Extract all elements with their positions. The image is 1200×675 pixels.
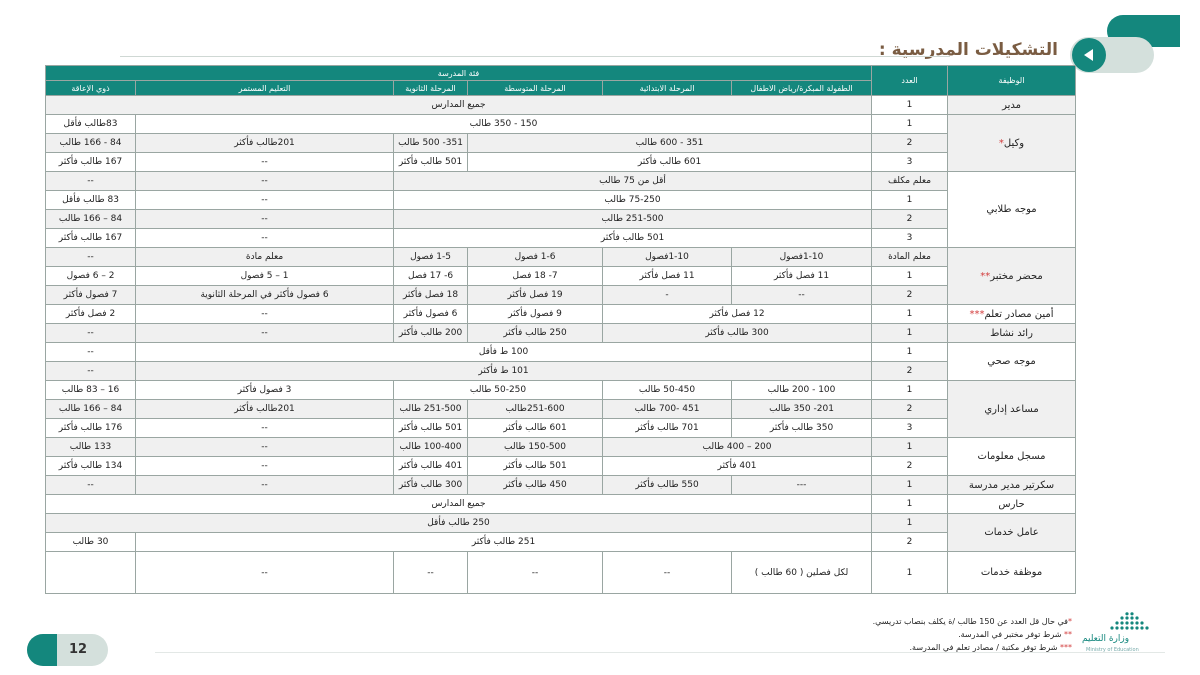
- count-cell: 1: [872, 476, 948, 495]
- role-cell: سكرتير مدير مدرسة: [948, 476, 1076, 495]
- table-row: [46, 476, 1076, 495]
- count-cell: 1: [872, 115, 948, 134]
- count-cell: 1: [872, 96, 948, 115]
- value-cell: --: [136, 210, 394, 229]
- table-row: [46, 495, 1076, 514]
- table-row: [46, 457, 1076, 476]
- value-cell: 550 طالب فأكثر: [603, 476, 732, 495]
- table-row: [46, 115, 1076, 134]
- role-cell: مساعد إداري: [948, 381, 1076, 438]
- table-row: [46, 134, 1076, 153]
- count-cell: 1: [872, 438, 948, 457]
- footnote-1: *في حال قل العدد عن 150 طالب /ة يكلف بنصاب تدريسي.: [872, 617, 1072, 626]
- table-row: [46, 419, 1076, 438]
- value-cell: 201- 350 طالب: [732, 400, 872, 419]
- header-role: الوظيفة: [948, 66, 1076, 96]
- count-cell: 1: [872, 381, 948, 400]
- count-cell: 2: [872, 400, 948, 419]
- table-row: [46, 305, 1076, 324]
- value-cell: 1-10فصول: [603, 248, 732, 267]
- logo-text: وزارة التعليم: [1082, 634, 1130, 644]
- page-title: التشكيلات المدرسية :: [878, 40, 1058, 60]
- table-row: [46, 191, 1076, 210]
- value-cell: --: [603, 552, 732, 594]
- table-row: [46, 210, 1076, 229]
- value-cell: 134 طالب فأكثر: [46, 457, 136, 476]
- value-cell: --: [468, 552, 603, 594]
- value-cell: 167 طالب فأكثر: [46, 153, 136, 172]
- value-cell: 1-6 فصول: [468, 248, 603, 267]
- logo-subtext: Ministry of Education: [1086, 647, 1139, 653]
- header-continuing: التعليم المستمر: [136, 81, 394, 96]
- role-cell: مدير: [948, 96, 1076, 115]
- role-cell: وكيل*: [948, 115, 1076, 172]
- role-cell: موجه صحي: [948, 343, 1076, 381]
- count-cell: 3: [872, 419, 948, 438]
- count-cell: 3: [872, 229, 948, 248]
- value-cell: 176 طالب فأكثر: [46, 419, 136, 438]
- value-cell: 6 فصول فأكثر: [394, 305, 468, 324]
- table-row: [46, 267, 1076, 286]
- table-row: [46, 324, 1076, 343]
- value-cell: 601 طالب فأكثر: [468, 419, 603, 438]
- value-cell: 501 طالب فأكثر: [394, 419, 468, 438]
- value-cell: 201طالب فأكثر: [136, 400, 394, 419]
- value-cell: 250 طالب فأكثر: [468, 324, 603, 343]
- count-cell: 2: [872, 457, 948, 476]
- value-cell: 450 طالب فأكثر: [468, 476, 603, 495]
- count-cell: 3: [872, 153, 948, 172]
- value-cell: --: [46, 343, 136, 362]
- role-cell: موظفة خدمات: [948, 552, 1076, 594]
- value-cell: 501 طالب فأكثر: [394, 229, 872, 248]
- value-cell: 1-5 فصول: [394, 248, 468, 267]
- value-cell: 251-500 طالب: [394, 400, 468, 419]
- value-cell: --: [46, 362, 136, 381]
- value-cell: 6 فصول فأكثر في المرحلة الثانوية: [136, 286, 394, 305]
- count-cell: 1: [872, 495, 948, 514]
- value-cell: 300 طالب فأكثر: [603, 324, 872, 343]
- footer-divider: [155, 652, 1165, 653]
- value-cell: 401 فأكثر: [603, 457, 872, 476]
- header-primary: المرحلة الابتدائية: [603, 81, 732, 96]
- value-cell: 84 - 166 طالب: [46, 134, 136, 153]
- role-cell: محضر مختبر**: [948, 248, 1076, 305]
- value-cell: 201طالب فأكثر: [136, 134, 394, 153]
- value-cell: --: [46, 476, 136, 495]
- value-cell: [46, 552, 136, 594]
- count-cell: 1: [872, 552, 948, 594]
- count-cell: 2: [872, 533, 948, 552]
- value-cell: 150 - 350 طالب: [136, 115, 872, 134]
- table-row: [46, 362, 1076, 381]
- value-cell: --: [136, 476, 394, 495]
- value-cell: 84 – 166 طالب: [46, 210, 136, 229]
- value-cell: --: [136, 305, 394, 324]
- value-cell: 3 فصول فأكثر: [136, 381, 394, 400]
- value-cell: أقل من 75 طالب: [394, 172, 872, 191]
- value-cell: --: [46, 172, 136, 191]
- table-row: [46, 153, 1076, 172]
- footnotes: [873, 615, 1072, 654]
- value-cell: 7- 18 فصل: [468, 267, 603, 286]
- value-cell: 16 – 83 طالب: [46, 381, 136, 400]
- value-cell: -: [603, 286, 732, 305]
- value-cell: 30 طالب: [46, 533, 136, 552]
- value-cell: 200 طالب فأكثر: [394, 324, 468, 343]
- value-cell: --: [136, 419, 394, 438]
- value-cell: 251-600طالب: [468, 400, 603, 419]
- value-cell: 150-500 طالب: [468, 438, 603, 457]
- count-cell: 1: [872, 191, 948, 210]
- table-row: [46, 172, 1076, 191]
- value-cell: 350 طالب فأكثر: [732, 419, 872, 438]
- value-cell: 1 – 5 فصول: [136, 267, 394, 286]
- table-row: [46, 400, 1076, 419]
- page-number-accent: [27, 634, 57, 666]
- value-cell: 50-450 طالب: [603, 381, 732, 400]
- value-cell: 75-250 طالب: [394, 191, 872, 210]
- table-row: [46, 248, 1076, 267]
- value-cell: 351 - 600 طالب: [468, 134, 872, 153]
- value-cell: 133 طالب: [46, 438, 136, 457]
- table-row: [46, 438, 1076, 457]
- count-cell: 2: [872, 210, 948, 229]
- value-cell: 11 فصل فأكثر: [603, 267, 732, 286]
- value-cell: 7 فصول فأكثر: [46, 286, 136, 305]
- value-cell: 501 طالب فأكثر: [394, 153, 468, 172]
- value-cell: 351- 500 طالب: [394, 134, 468, 153]
- header-count: العدد: [872, 66, 948, 96]
- table-row: [46, 229, 1076, 248]
- value-cell: --: [136, 438, 394, 457]
- value-cell: --: [394, 552, 468, 594]
- role-cell: رائد نشاط: [948, 324, 1076, 343]
- value-cell: --: [732, 286, 872, 305]
- value-cell: --: [136, 457, 394, 476]
- value-cell: 251-500 طالب: [394, 210, 872, 229]
- count-cell: معلم المادة: [872, 248, 948, 267]
- value-cell: 12 فصل فأكثر: [603, 305, 872, 324]
- role-cell: عامل خدمات: [948, 514, 1076, 552]
- value-cell: 701 طالب فأكثر: [603, 419, 732, 438]
- value-cell: --: [136, 172, 394, 191]
- value-cell: 167 طالب فأكثر: [46, 229, 136, 248]
- value-cell: جميع المدارس: [46, 495, 872, 514]
- footnote-2: ** شرط توفر مختبر في المدرسة.: [958, 630, 1072, 639]
- role-cell: أمين مصادر تعلم***: [948, 305, 1076, 324]
- value-cell: 401 طالب فأكثر: [394, 457, 468, 476]
- value-cell: معلم مادة: [136, 248, 394, 267]
- count-cell: 1: [872, 324, 948, 343]
- header-disability: ذوي الإعاقة: [46, 81, 136, 96]
- header-kg: الطفولة المبكرة/رياض الاطفال: [732, 81, 872, 96]
- value-cell: 601 طالب فأكثر: [468, 153, 872, 172]
- header-middle: المرحلة المتوسطة: [468, 81, 603, 96]
- value-cell: 251 طالب فأكثر: [136, 533, 872, 552]
- value-cell: --: [136, 324, 394, 343]
- value-cell: 11 فصل فأكثر: [732, 267, 872, 286]
- count-cell: 1: [872, 514, 948, 533]
- staffing-table: [45, 65, 1076, 594]
- value-cell: 200 – 400 طالب: [603, 438, 872, 457]
- footnote-3: *** شرط توفر مكتبة / مصادر تعلم في المدرسة.: [909, 643, 1072, 652]
- count-cell: 2: [872, 362, 948, 381]
- value-cell: 18 فصل فأكثر: [394, 286, 468, 305]
- title-divider: [120, 56, 950, 57]
- value-cell: 451 -700 طالب: [603, 400, 732, 419]
- value-cell: --: [136, 191, 394, 210]
- value-cell: ---: [732, 476, 872, 495]
- value-cell: 250 طالب فأقل: [46, 514, 872, 533]
- count-cell: 1: [872, 343, 948, 362]
- value-cell: 9 فصول فأكثر: [468, 305, 603, 324]
- value-cell: 83طالب فأقل: [46, 115, 136, 134]
- ministry-logo: [1082, 612, 1152, 657]
- count-cell: 1: [872, 267, 948, 286]
- value-cell: 100-400 طالب: [394, 438, 468, 457]
- value-cell: --: [136, 229, 394, 248]
- table-row: [46, 514, 1076, 533]
- value-cell: 2 فصل فأكثر: [46, 305, 136, 324]
- value-cell: 6- 17 فصل: [394, 267, 468, 286]
- value-cell: لكل فصلين ( 60 طالب ): [732, 552, 872, 594]
- header-category: فئة المدرسة: [46, 66, 872, 81]
- page-number: 12: [68, 642, 88, 657]
- value-cell: 50-250 طالب: [394, 381, 603, 400]
- table-row: [46, 286, 1076, 305]
- table-row: [46, 343, 1076, 362]
- value-cell: 300 طالب فأكثر: [394, 476, 468, 495]
- value-cell: 1-10فصول: [732, 248, 872, 267]
- table-row: [46, 96, 1076, 115]
- staffing-table-container: [45, 65, 1075, 594]
- role-cell: مسجل معلومات: [948, 438, 1076, 476]
- role-cell: موجه طلابي: [948, 172, 1076, 248]
- count-cell: معلم مكلف: [872, 172, 948, 191]
- back-arrow-button[interactable]: [1072, 38, 1106, 72]
- header-secondary: المرحلة الثانوية: [394, 81, 468, 96]
- value-cell: 101 ط فأكثر: [136, 362, 872, 381]
- value-cell: 100 ط فأقل: [136, 343, 872, 362]
- value-cell: --: [46, 324, 136, 343]
- value-cell: 84 – 166 طالب: [46, 400, 136, 419]
- count-cell: 1: [872, 305, 948, 324]
- header-row-1: [46, 66, 1076, 81]
- value-cell: 100 - 200 طالب: [732, 381, 872, 400]
- value-cell: --: [136, 153, 394, 172]
- count-cell: 2: [872, 286, 948, 305]
- table-row: [46, 533, 1076, 552]
- value-cell: --: [136, 552, 394, 594]
- value-cell: 19 فصل فأكثر: [468, 286, 603, 305]
- value-cell: 83 طالب فأقل: [46, 191, 136, 210]
- role-cell: حارس: [948, 495, 1076, 514]
- table-row: [46, 552, 1076, 594]
- count-cell: 2: [872, 134, 948, 153]
- value-cell: 2 – 6 فصول: [46, 267, 136, 286]
- value-cell: جميع المدارس: [46, 96, 872, 115]
- value-cell: 501 طالب فأكثر: [468, 457, 603, 476]
- value-cell: --: [46, 248, 136, 267]
- arrow-left-icon: [1084, 49, 1093, 61]
- table-row: [46, 381, 1076, 400]
- logo-dots-icon: [1108, 612, 1154, 632]
